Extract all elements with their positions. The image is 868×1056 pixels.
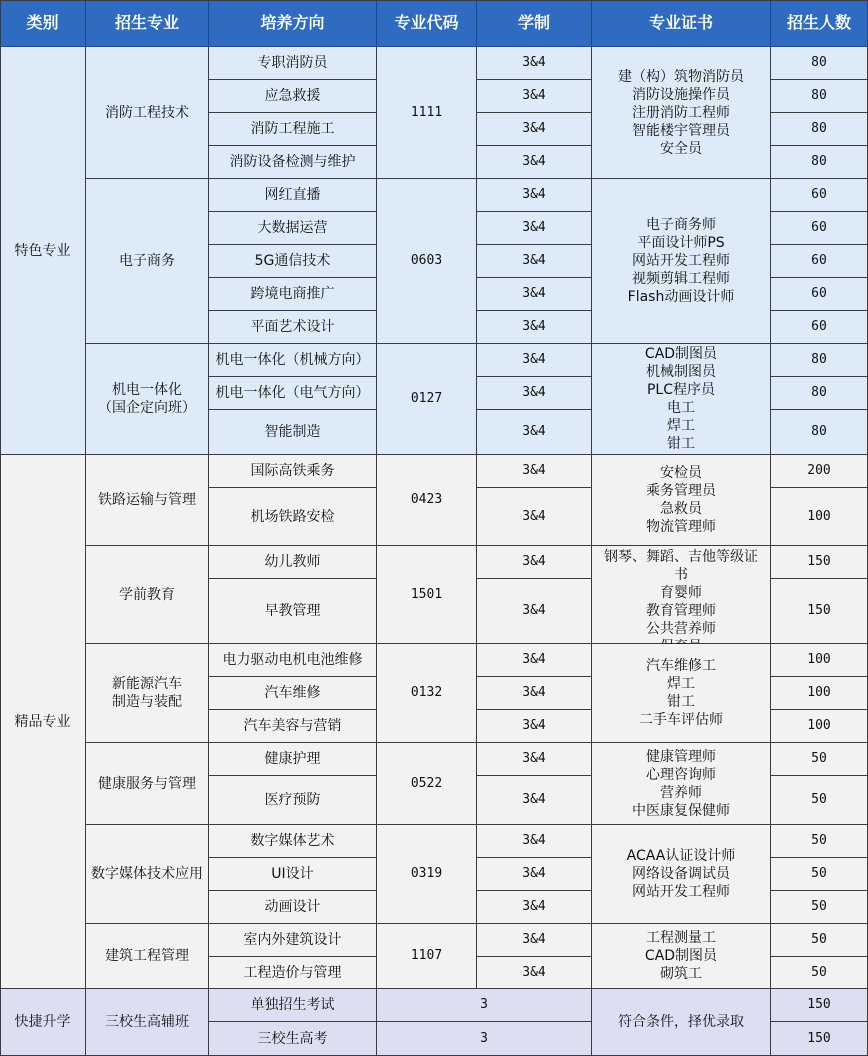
system-cell: 3&4 (477, 80, 592, 113)
direction-cell: 专职消防员 (209, 47, 377, 80)
enrollment-cell: 100 (771, 710, 868, 743)
certificates-cell (592, 47, 771, 179)
direction-cell: 大数据运营 (209, 212, 377, 245)
system-cell: 3&4 (477, 957, 592, 989)
system-cell: 3&4 (477, 710, 592, 743)
direction-cell: 网红直播 (209, 179, 377, 212)
major-name: 三校生高辅班 (86, 989, 209, 1056)
direction-cell: 三校生高考 (209, 1022, 377, 1056)
enrollment-cell: 150 (771, 1022, 868, 1056)
system-cell: 3&4 (477, 344, 592, 377)
header-direction: 培养方向 (209, 0, 377, 47)
enrollment-cell: 80 (771, 410, 868, 455)
certificates-cell (592, 924, 771, 989)
header-enrollment: 招生人数 (771, 0, 868, 47)
certificate-line: CAD制图员 (644, 948, 718, 964)
certificate-line: 育婴师 (660, 585, 702, 601)
major-name-line: （国企定向班） (98, 400, 196, 416)
major-name-line: 制造与装配 (112, 694, 182, 710)
certificate-line: 建（构）筑物消防员 (618, 68, 744, 85)
major-name: 电子商务 (86, 179, 209, 344)
major-name (86, 344, 209, 455)
major-name: 健康服务与管理 (86, 743, 209, 825)
certificate-line: 二手车评估师 (639, 712, 723, 728)
certificate-line: 工程测量工 (646, 930, 716, 946)
system-cell: 3&4 (477, 146, 592, 179)
major-code: 0522 (377, 743, 477, 825)
major-code: 0319 (377, 825, 477, 924)
direction-cell: 汽车维修 (209, 677, 377, 710)
system-cell: 3&4 (477, 113, 592, 146)
system-cell: 3&4 (477, 47, 592, 80)
major-name: 数字媒体技术应用 (86, 825, 209, 924)
direction-cell: 幼儿教师 (209, 546, 377, 579)
enrollment-cell: 100 (771, 677, 868, 710)
major-code: 0603 (377, 179, 477, 344)
direction-cell: 智能制造 (209, 410, 377, 455)
major-code: 1111 (377, 47, 477, 179)
direction-cell: 平面艺术设计 (209, 311, 377, 344)
enrollment-cell: 60 (771, 311, 868, 344)
system-cell: 3&4 (477, 677, 592, 710)
enrollment-cell: 80 (771, 113, 868, 146)
system-cell: 3 (377, 989, 592, 1022)
direction-cell: 机电一体化（机械方向） (209, 344, 377, 377)
enrollment-cell: 80 (771, 80, 868, 113)
certificate-line: 营养师 (660, 784, 702, 801)
direction-cell: 应急救援 (209, 80, 377, 113)
direction-cell: 单独招生考试 (209, 989, 377, 1022)
direction-cell: 数字媒体艺术 (209, 825, 377, 858)
certificate-line: 钳工 (667, 694, 695, 710)
system-cell: 3&4 (477, 644, 592, 677)
certificate-line: 心理咨询师 (646, 766, 716, 783)
certificate-line: 智能楼宇管理员 (632, 122, 730, 139)
direction-cell: 健康护理 (209, 743, 377, 776)
system-cell: 3&4 (477, 579, 592, 644)
certificate-line: 教育管理师 (646, 603, 716, 619)
direction-cell: 早教管理 (209, 579, 377, 644)
certificate-line: 汽车维修工 (646, 658, 716, 674)
system-cell: 3&4 (477, 377, 592, 410)
certificate-line: 注册消防工程师 (632, 104, 730, 121)
certificate-line: 网络设备调试员 (632, 866, 730, 882)
certificates-cell (592, 644, 771, 743)
certificate-line: Flash动画设计师 (627, 289, 735, 305)
certificate-line: 急救员 (660, 501, 702, 517)
direction-cell: 动画设计 (209, 891, 377, 924)
certificate-line: 健康管理师 (646, 748, 716, 765)
system-cell: 3&4 (477, 455, 592, 488)
enrollment-cell: 150 (771, 546, 868, 579)
certificate-line: 焊工 (667, 676, 695, 692)
certificate-line: 中医康复保健师 (632, 802, 730, 819)
direction-cell: 消防工程施工 (209, 113, 377, 146)
category-special: 特色专业 (0, 47, 86, 455)
major-code: 1501 (377, 546, 477, 644)
category-quality: 精品专业 (0, 455, 86, 989)
header-system: 学制 (477, 0, 592, 47)
enrollment-cell: 50 (771, 957, 868, 989)
certificates-cell (592, 179, 771, 344)
major-name: 建筑工程管理 (86, 924, 209, 989)
direction-cell: UI设计 (209, 858, 377, 891)
major-name: 学前教育 (86, 546, 209, 644)
certificate-line: CAD制图员 (644, 346, 718, 362)
certificates-cell (592, 546, 771, 644)
system-cell: 3&4 (477, 924, 592, 957)
system-cell: 3&4 (477, 278, 592, 311)
major-code: 1107 (377, 924, 477, 989)
major-code: 0423 (377, 455, 477, 546)
certificate-line: 安全员 (660, 140, 702, 157)
direction-cell: 室内外建筑设计 (209, 924, 377, 957)
enrollment-cell: 150 (771, 579, 868, 644)
certificate-line: 消防设施操作员 (632, 86, 730, 103)
direction-cell: 消防设备检测与维护 (209, 146, 377, 179)
enrollment-cell: 60 (771, 212, 868, 245)
enrollment-cell: 50 (771, 743, 868, 776)
enrollment-cell: 50 (771, 858, 868, 891)
direction-cell: 工程造价与管理 (209, 957, 377, 989)
certificate-line: 平面设计师PS (637, 235, 725, 251)
enrollment-cell: 50 (771, 924, 868, 957)
category-fast: 快捷升学 (0, 989, 86, 1056)
system-cell: 3&4 (477, 891, 592, 924)
enrollment-cell: 60 (771, 179, 868, 212)
certificate-line: ACAA认证设计师 (626, 848, 736, 864)
enrollment-cell: 50 (771, 825, 868, 858)
certificate-line: 机械制图员 (646, 364, 716, 380)
system-cell: 3&4 (477, 245, 592, 278)
certificates-cell (592, 743, 771, 825)
certificate-line: 物流管理师 (646, 519, 716, 535)
certificate-line: 乘务管理员 (646, 483, 716, 499)
direction-cell: 国际高铁乘务 (209, 455, 377, 488)
system-cell: 3&4 (477, 858, 592, 891)
certificate-line: 砌筑工 (660, 966, 702, 982)
certificate-line: 钢琴、舞蹈、吉他等级证 (604, 549, 758, 565)
enrollment-cell: 80 (771, 344, 868, 377)
header-major: 招生专业 (86, 0, 209, 47)
certificate-line: 公共营养师 (646, 621, 716, 637)
certificate-line: 电工 (667, 400, 695, 416)
certificate-line: 焊工 (667, 418, 695, 434)
system-cell: 3&4 (477, 825, 592, 858)
direction-cell: 机电一体化（电气方向） (209, 377, 377, 410)
enrollment-cell: 80 (771, 47, 868, 80)
certificate-line: PLC程序员 (646, 382, 716, 398)
certificate-line: 电子商务师 (646, 217, 716, 233)
major-name: 铁路运输与管理 (86, 455, 209, 546)
enrollment-cell: 150 (771, 989, 868, 1022)
certificate-line: 网站开发工程师 (632, 253, 730, 269)
system-cell: 3&4 (477, 212, 592, 245)
header-certificates: 专业证书 (592, 0, 771, 47)
system-cell: 3&4 (477, 743, 592, 776)
certificate-line: 网站开发工程师 (632, 884, 730, 900)
system-cell: 3&4 (477, 179, 592, 212)
enrollment-cell: 60 (771, 245, 868, 278)
direction-cell: 跨境电商推广 (209, 278, 377, 311)
system-cell: 3&4 (477, 311, 592, 344)
system-cell: 3&4 (477, 546, 592, 579)
system-cell: 3&4 (477, 776, 592, 825)
enrollment-cell: 100 (771, 488, 868, 546)
direction-cell: 汽车美容与营销 (209, 710, 377, 743)
enrollment-cell: 200 (771, 455, 868, 488)
enrollment-cell: 80 (771, 146, 868, 179)
system-cell: 3 (377, 1022, 592, 1056)
certificates-cell (592, 825, 771, 924)
direction-cell: 5G通信技术 (209, 245, 377, 278)
direction-cell: 机场铁路安检 (209, 488, 377, 546)
certificates-cell (592, 344, 771, 455)
direction-cell: 医疗预防 (209, 776, 377, 825)
enrollment-cell: 100 (771, 644, 868, 677)
certificate-line: 钳工 (667, 436, 695, 452)
major-name-line: 机电一体化 (112, 382, 182, 398)
major-code: 0127 (377, 344, 477, 455)
certificates-cell (592, 455, 771, 546)
certificates-cell: 符合条件，择优录取 (592, 989, 771, 1056)
certificate-line: 书 (674, 567, 688, 583)
major-name-line: 新能源汽车 (112, 676, 182, 692)
major-name (86, 644, 209, 743)
system-cell: 3&4 (477, 488, 592, 546)
certificate-line: 安检员 (660, 465, 702, 481)
enrollment-cell: 50 (771, 891, 868, 924)
system-cell: 3&4 (477, 410, 592, 455)
major-code: 0132 (377, 644, 477, 743)
certificate-line: 视频剪辑工程师 (632, 271, 730, 287)
header-code: 专业代码 (377, 0, 477, 47)
enrollment-cell: 60 (771, 278, 868, 311)
major-name: 消防工程技术 (86, 47, 209, 179)
enrollment-cell: 80 (771, 377, 868, 410)
direction-cell: 电力驱动电机电池维修 (209, 644, 377, 677)
enrollment-cell: 50 (771, 776, 868, 825)
header-category: 类别 (0, 0, 86, 47)
